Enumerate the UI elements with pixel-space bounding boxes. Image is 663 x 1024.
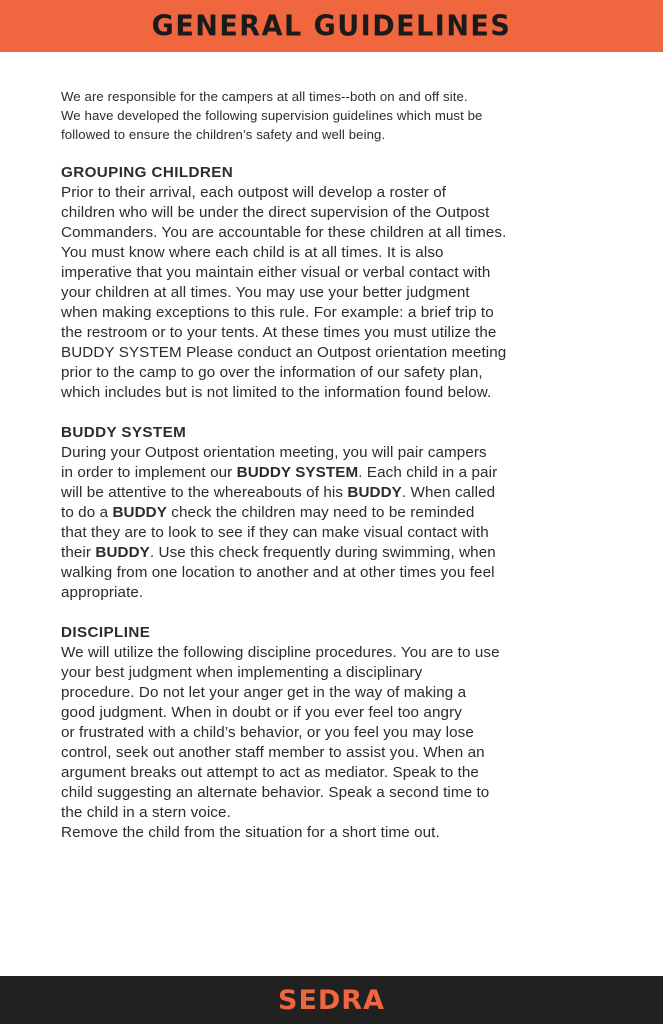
intro-line: followed to ensure the children’s safety and well being. xyxy=(61,127,386,142)
page-header xyxy=(0,0,663,52)
section-heading: DISCIPLINE xyxy=(61,624,151,641)
body-line: your children at all times. You may use your better judgment xyxy=(61,284,470,301)
section-body xyxy=(61,443,606,603)
body-line: or frustrated with a child’s behavior, or you feel you may lose xyxy=(61,724,474,741)
body-line: the child in a stern voice. xyxy=(61,804,231,821)
body-line: control, seek out another staff member to assist you. When an xyxy=(61,744,485,761)
document-body xyxy=(61,87,606,863)
intro-line: We are responsible for the campers at all times--both on and off site. xyxy=(61,89,468,104)
body-text: their xyxy=(61,544,96,561)
body-text: . Use this check frequently during swimming, when xyxy=(149,544,496,561)
body-text: in order to implement our xyxy=(61,464,237,481)
emphasis-text: BUDDY xyxy=(347,484,402,501)
body-line xyxy=(61,483,606,503)
body-line: Remove the child from the situation for a short time out. xyxy=(61,824,440,841)
section-heading: GROUPING CHILDREN xyxy=(61,164,234,181)
body-line xyxy=(61,503,606,523)
page-title: GENERAL GUIDELINES xyxy=(151,9,512,43)
body-text: . When called xyxy=(401,484,496,501)
emphasis-text: BUDDY SYSTEM xyxy=(236,464,359,481)
section-buddy-system xyxy=(61,423,606,603)
section-heading: BUDDY SYSTEM xyxy=(61,424,187,441)
body-line: that they are to look to see if they can make visual contact with xyxy=(61,524,489,541)
body-line: Prior to their arrival, each outpost will develop a roster of xyxy=(61,184,447,201)
body-line: argument breaks out attempt to act as mediator. Speak to the xyxy=(61,764,479,781)
emphasis-text: BUDDY xyxy=(95,544,150,561)
body-line: the restroom or to your tents. At these times you must utilize the xyxy=(61,324,497,341)
body-line: You must know where each child is at all times. It is also xyxy=(61,244,444,261)
body-line: imperative that you maintain either visual or verbal contact with xyxy=(61,264,491,281)
section-body xyxy=(61,183,606,403)
body-text: to do a xyxy=(61,504,113,521)
emphasis-text: BUDDY xyxy=(112,504,167,521)
body-line: your best judgment when implementing a disciplinary xyxy=(61,664,423,681)
body-line: We will utilize the following discipline procedures. You are to use xyxy=(61,644,500,661)
section-discipline xyxy=(61,623,606,843)
body-text: . Each child in a pair xyxy=(358,464,498,481)
intro-paragraph xyxy=(61,87,606,144)
body-text: will be attentive to the whereabouts of his xyxy=(61,484,348,501)
body-line xyxy=(61,543,606,563)
body-line: good judgment. When in doubt or if you ever feel too angry xyxy=(61,704,462,721)
body-line: Commanders. You are accountable for these children at all times. xyxy=(61,224,507,241)
body-line: when making exceptions to this rule. For example: a brief trip to xyxy=(61,304,494,321)
body-line: walking from one location to another and at other times you feel xyxy=(61,564,495,581)
intro-line: We have developed the following supervision guidelines which must be xyxy=(61,108,483,123)
body-line xyxy=(61,463,606,483)
section-body xyxy=(61,643,606,843)
body-line: which includes but is not limited to the information found below. xyxy=(61,384,492,401)
body-line: procedure. Do not let your anger get in the way of making a xyxy=(61,684,467,701)
body-line: appropriate. xyxy=(61,584,144,601)
body-line: BUDDY SYSTEM Please conduct an Outpost orientation meeting xyxy=(61,344,507,361)
brand-logo: SEDRA xyxy=(278,984,385,1016)
body-line: child suggesting an alternate behavior. Speak a second time to xyxy=(61,784,490,801)
body-line: During your Outpost orientation meeting, you will pair campers xyxy=(61,444,487,461)
body-text: check the children may need to be reminded xyxy=(166,504,475,521)
body-line: children who will be under the direct supervision of the Outpost xyxy=(61,204,490,221)
body-line: prior to the camp to go over the information of our safety plan, xyxy=(61,364,483,381)
page-footer xyxy=(0,976,663,1024)
section-grouping-children xyxy=(61,163,606,403)
